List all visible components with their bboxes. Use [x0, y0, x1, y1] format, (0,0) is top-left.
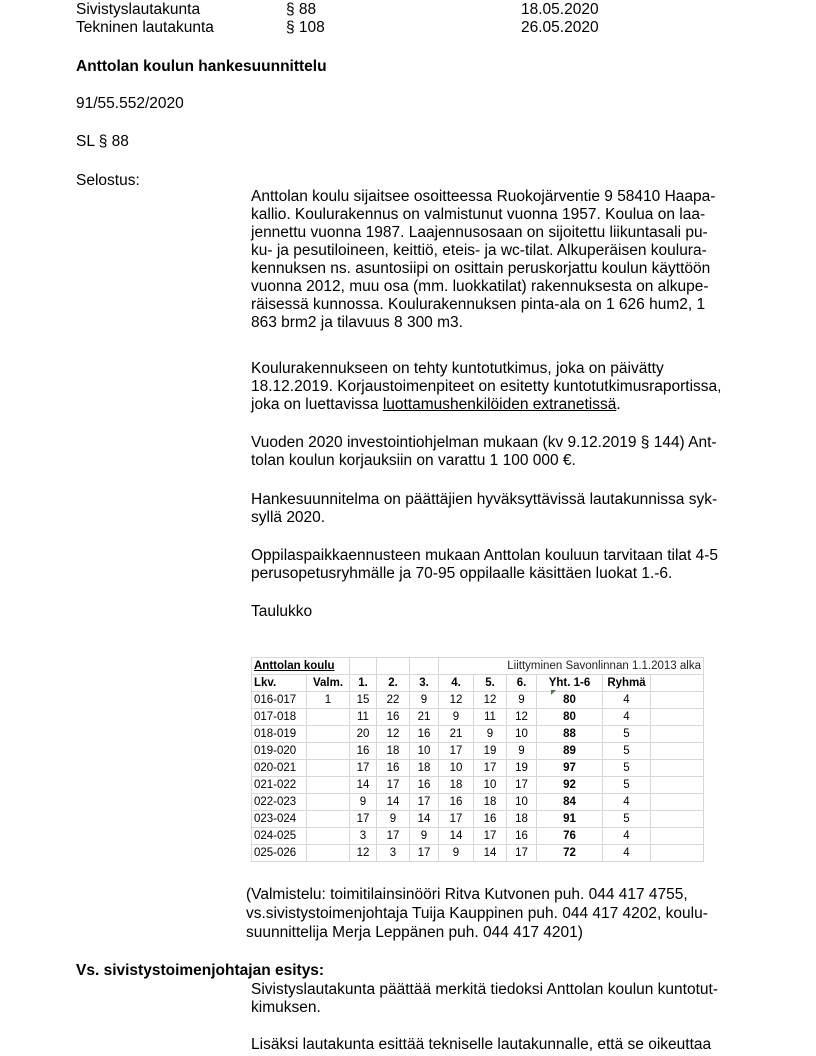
p3-line: tolan koulun korjauksiin on varattu 1 100 000 €. — [251, 452, 576, 469]
table-cell: 5 — [603, 777, 651, 794]
p1-line: ku- ja pesutiloineen, keittiö, eteis- ja wc-tilat. Alkuperäisen koulura- — [251, 242, 707, 259]
table-cell: 76 — [537, 828, 603, 845]
table-cell: 14 — [350, 777, 377, 794]
table-cell: 016-017 — [252, 692, 307, 709]
table-cell: 18 — [377, 743, 410, 760]
table-cell: 10 — [507, 794, 537, 811]
table-cell: 18 — [474, 794, 507, 811]
table-cell: 14 — [377, 794, 410, 811]
p1-line: kennuksen ns. asuntosiipi on osittain peruskorjattu koulun käyttöön — [251, 260, 711, 277]
table-cell: 14 — [410, 811, 439, 828]
p1-line: jennettu vuonna 1987. Laajennusosaan on sijoitettu liikuntasali pu- — [251, 224, 708, 241]
table-cell — [307, 709, 350, 726]
table-cell: 84 — [537, 794, 603, 811]
p1-line: vuonna 2012, muu osa (mm. luokkatilat) rakennuksesta on alkupe- — [251, 278, 709, 295]
table-cell: 018-019 — [252, 726, 307, 743]
table-cell: 12 — [507, 709, 537, 726]
table-row — [252, 709, 704, 726]
table-cell: 020-021 — [252, 760, 307, 777]
table-cell: 4 — [603, 794, 651, 811]
table-cell — [307, 828, 350, 845]
header-cell: Lkv. — [252, 675, 307, 692]
table-cell — [307, 760, 350, 777]
table-cell — [307, 794, 350, 811]
table-cell: 89 — [537, 743, 603, 760]
table-cell: 16 — [350, 743, 377, 760]
table-cell: 17 — [410, 794, 439, 811]
table-cell: 1 — [307, 692, 350, 709]
table-cell: 17 — [410, 845, 439, 862]
table-cell: 11 — [350, 709, 377, 726]
extranet-link[interactable]: luottamushenkilöiden extranetissä — [382, 396, 617, 413]
p2-line3-pre: joka on luettavissa — [251, 396, 383, 413]
table-cell: 12 — [377, 726, 410, 743]
table-cell: 022-023 — [252, 794, 307, 811]
table-row — [252, 845, 704, 862]
table-cell: 17 — [377, 828, 410, 845]
table-cell: 18 — [507, 811, 537, 828]
paragraph-5 — [251, 547, 736, 583]
table-cell: 4 — [603, 828, 651, 845]
table-cell: 18 — [410, 760, 439, 777]
header-cell: 1. — [350, 675, 377, 692]
preparers-line: suunnittelija Merja Leppänen puh. 044 417 4201) — [246, 924, 583, 941]
table-cell: 17 — [350, 760, 377, 777]
header-cell: 4. — [439, 675, 474, 692]
table-row — [252, 726, 704, 743]
paragraph-1 — [251, 188, 736, 332]
table-cell: 019-020 — [252, 743, 307, 760]
p2-line: 18.12.2019. Korjaustoimenpiteet on esitetty kuntotutkimusraportissa, — [251, 378, 722, 395]
table-cell: 16 — [377, 709, 410, 726]
header-row-1-date: 18.05.2020 — [521, 1, 599, 18]
table-cell: 17 — [350, 811, 377, 828]
proposal-line-2: Lisäksi lautakunta esittää tekniselle lautakunnalle, että se oikeuttaa — [251, 1036, 712, 1053]
table-cell — [307, 845, 350, 862]
table-cell: 97 — [537, 760, 603, 777]
table-cell: 91 — [537, 811, 603, 828]
table-cell: 72 — [537, 845, 603, 862]
table-cell: 19 — [474, 743, 507, 760]
p4-line: syllä 2020. — [251, 509, 326, 526]
table-cell: 12 — [439, 692, 474, 709]
table-cell: 9 — [350, 794, 377, 811]
table-cell: 4 — [603, 692, 651, 709]
table-cell: 10 — [410, 743, 439, 760]
table-cell: 14 — [439, 828, 474, 845]
table-cell: 14 — [474, 845, 507, 862]
table-cell: 17 — [439, 743, 474, 760]
preparers-line: vs.sivistystoimenjohtaja Tuija Kauppinen puh. 044 417 4202, koulu- — [246, 905, 708, 922]
table-row — [252, 794, 704, 811]
table-cell: 021-022 — [252, 777, 307, 794]
paragraph-3 — [251, 434, 736, 470]
table-cell — [307, 743, 350, 760]
table-cell: 16 — [377, 760, 410, 777]
proposal-line: Sivistyslautakunta päättää merkitä tiedoksi Anttolan koulun kuntotut- — [251, 981, 718, 998]
table-cell: 88 — [537, 726, 603, 743]
table-cell: 9 — [507, 692, 537, 709]
table-title-row — [252, 658, 704, 675]
table-cell: 17 — [439, 811, 474, 828]
table-cell: 92 — [537, 777, 603, 794]
header-cell: 3. — [410, 675, 439, 692]
header-row-2-section: § 108 — [286, 19, 325, 36]
table-cell: 4 — [603, 709, 651, 726]
header-cell: Valm. — [307, 675, 350, 692]
table-cell: 9 — [439, 845, 474, 862]
header-cell: 5. — [474, 675, 507, 692]
paragraph-2 — [251, 360, 736, 414]
table-cell: 80 — [537, 709, 603, 726]
table-cell: 5 — [603, 811, 651, 828]
header-row-1-body: Sivistyslautakunta — [76, 1, 201, 18]
table-cell: 017-018 — [252, 709, 307, 726]
table-cell: 17 — [377, 777, 410, 794]
table-cell: 20 — [350, 726, 377, 743]
table-cell: 3 — [350, 828, 377, 845]
p1-line: 863 brm2 ja tilavuus 8 300 m3. — [251, 314, 463, 331]
table-cell: 12 — [474, 692, 507, 709]
table-cell — [307, 777, 350, 794]
record-number: 91/55.552/2020 — [76, 95, 184, 112]
table-row — [252, 760, 704, 777]
header-cell: Yht. 1-6 — [537, 675, 603, 692]
header-row-2-body: Tekninen lautakunta — [76, 19, 214, 36]
proposal-heading: Vs. sivistystoimenjohtajan esitys: — [76, 962, 325, 979]
table-cell: 5 — [603, 726, 651, 743]
table-row — [252, 811, 704, 828]
sl-reference: SL § 88 — [76, 133, 129, 150]
p4-line: Hankesuunnitelma on päättäjien hyväksyttävissä lautakunnissa syk- — [251, 491, 718, 508]
header-row-2-date: 26.05.2020 — [521, 19, 599, 36]
table-cell: 16 — [439, 794, 474, 811]
table-cell — [307, 811, 350, 828]
p1-line: räisessä kunnossa. Koulurakennuksen pinta-ala on 1 626 hum2, 1 — [251, 296, 706, 313]
table-cell: 17 — [507, 777, 537, 794]
table-cell: 16 — [410, 777, 439, 794]
table-cell: 4 — [603, 845, 651, 862]
selostus-label: Selostus: — [76, 172, 140, 189]
table-note-cell: Liittyminen Savonlinnan 1.1.2013 alka — [439, 658, 704, 675]
table-cell: 21 — [410, 709, 439, 726]
enrollment-sheet — [251, 657, 704, 862]
p5-line: perusopetusryhmälle ja 70-95 oppilaalle käsittäen luokat 1.-6. — [251, 565, 673, 582]
table-cell: 9 — [507, 743, 537, 760]
table-cell: 024-025 — [252, 828, 307, 845]
p2-line-3 — [251, 396, 736, 414]
header-cell: 6. — [507, 675, 537, 692]
table-row — [252, 692, 704, 709]
table-row — [252, 777, 704, 794]
header-cell: Ryhmä — [603, 675, 651, 692]
table-cell: 19 — [507, 760, 537, 777]
table-cell: 17 — [474, 828, 507, 845]
table-cell: 5 — [603, 743, 651, 760]
table-cell: 11 — [474, 709, 507, 726]
table-cell: 025-026 — [252, 845, 307, 862]
table-caption: Taulukko — [251, 603, 313, 620]
table-cell: 16 — [410, 726, 439, 743]
table-cell: 15 — [350, 692, 377, 709]
table-cell: 9 — [474, 726, 507, 743]
school-name-cell: Anttolan koulu — [252, 658, 350, 675]
cell-comment-marker — [551, 690, 556, 695]
table-cell: 17 — [474, 760, 507, 777]
table-cell: 5 — [603, 760, 651, 777]
table-cell: 9 — [410, 828, 439, 845]
table-cell: 9 — [377, 811, 410, 828]
table-cell: 22 — [377, 692, 410, 709]
table-row — [252, 828, 704, 845]
table-cell: 18 — [439, 777, 474, 794]
table-cell: 21 — [439, 726, 474, 743]
table-cell — [307, 726, 350, 743]
paragraph-4 — [251, 491, 736, 527]
table-cell: 16 — [507, 828, 537, 845]
p3-line: Vuoden 2020 investointiohjelman mukaan (kv 9.12.2019 § 144) Ant- — [251, 434, 717, 451]
p2-line3-post: . — [616, 396, 621, 413]
p1-line: kallio. Koulurakennus on valmistunut vuonna 1957. Koulua on laa- — [251, 206, 706, 223]
preparers-line: (Valmistelu: toimitilainsinööri Ritva Kutvonen puh. 044 417 4755, — [246, 886, 688, 903]
table-header-row — [252, 675, 704, 692]
table-cell: 16 — [474, 811, 507, 828]
header-cell: 2. — [377, 675, 410, 692]
header-row-1-section: § 88 — [286, 1, 317, 18]
p5-line: Oppilaspaikkaennusteen mukaan Anttolan kouluun tarvitaan tilat 4-5 — [251, 547, 719, 564]
table-row — [252, 743, 704, 760]
p2-line: Koulurakennukseen on tehty kuntotutkimus, joka on päivätty — [251, 360, 664, 377]
table-cell: 9 — [439, 709, 474, 726]
table-cell: 9 — [410, 692, 439, 709]
table-cell: 3 — [377, 845, 410, 862]
document-title: Anttolan koulun hankesuunnittelu — [76, 58, 327, 75]
table-cell: 10 — [474, 777, 507, 794]
table-cell: 10 — [439, 760, 474, 777]
p1-line: Anttolan koulu sijaitsee osoitteessa Ruokojärventie 9 58410 Haapa- — [251, 188, 716, 205]
table-cell: 10 — [507, 726, 537, 743]
table-cell: 80 — [537, 692, 603, 709]
enrollment-table — [251, 657, 704, 862]
table-cell: 12 — [350, 845, 377, 862]
table-cell: 023-024 — [252, 811, 307, 828]
table-cell: 17 — [507, 845, 537, 862]
proposal-line: kimuksen. — [251, 999, 321, 1016]
